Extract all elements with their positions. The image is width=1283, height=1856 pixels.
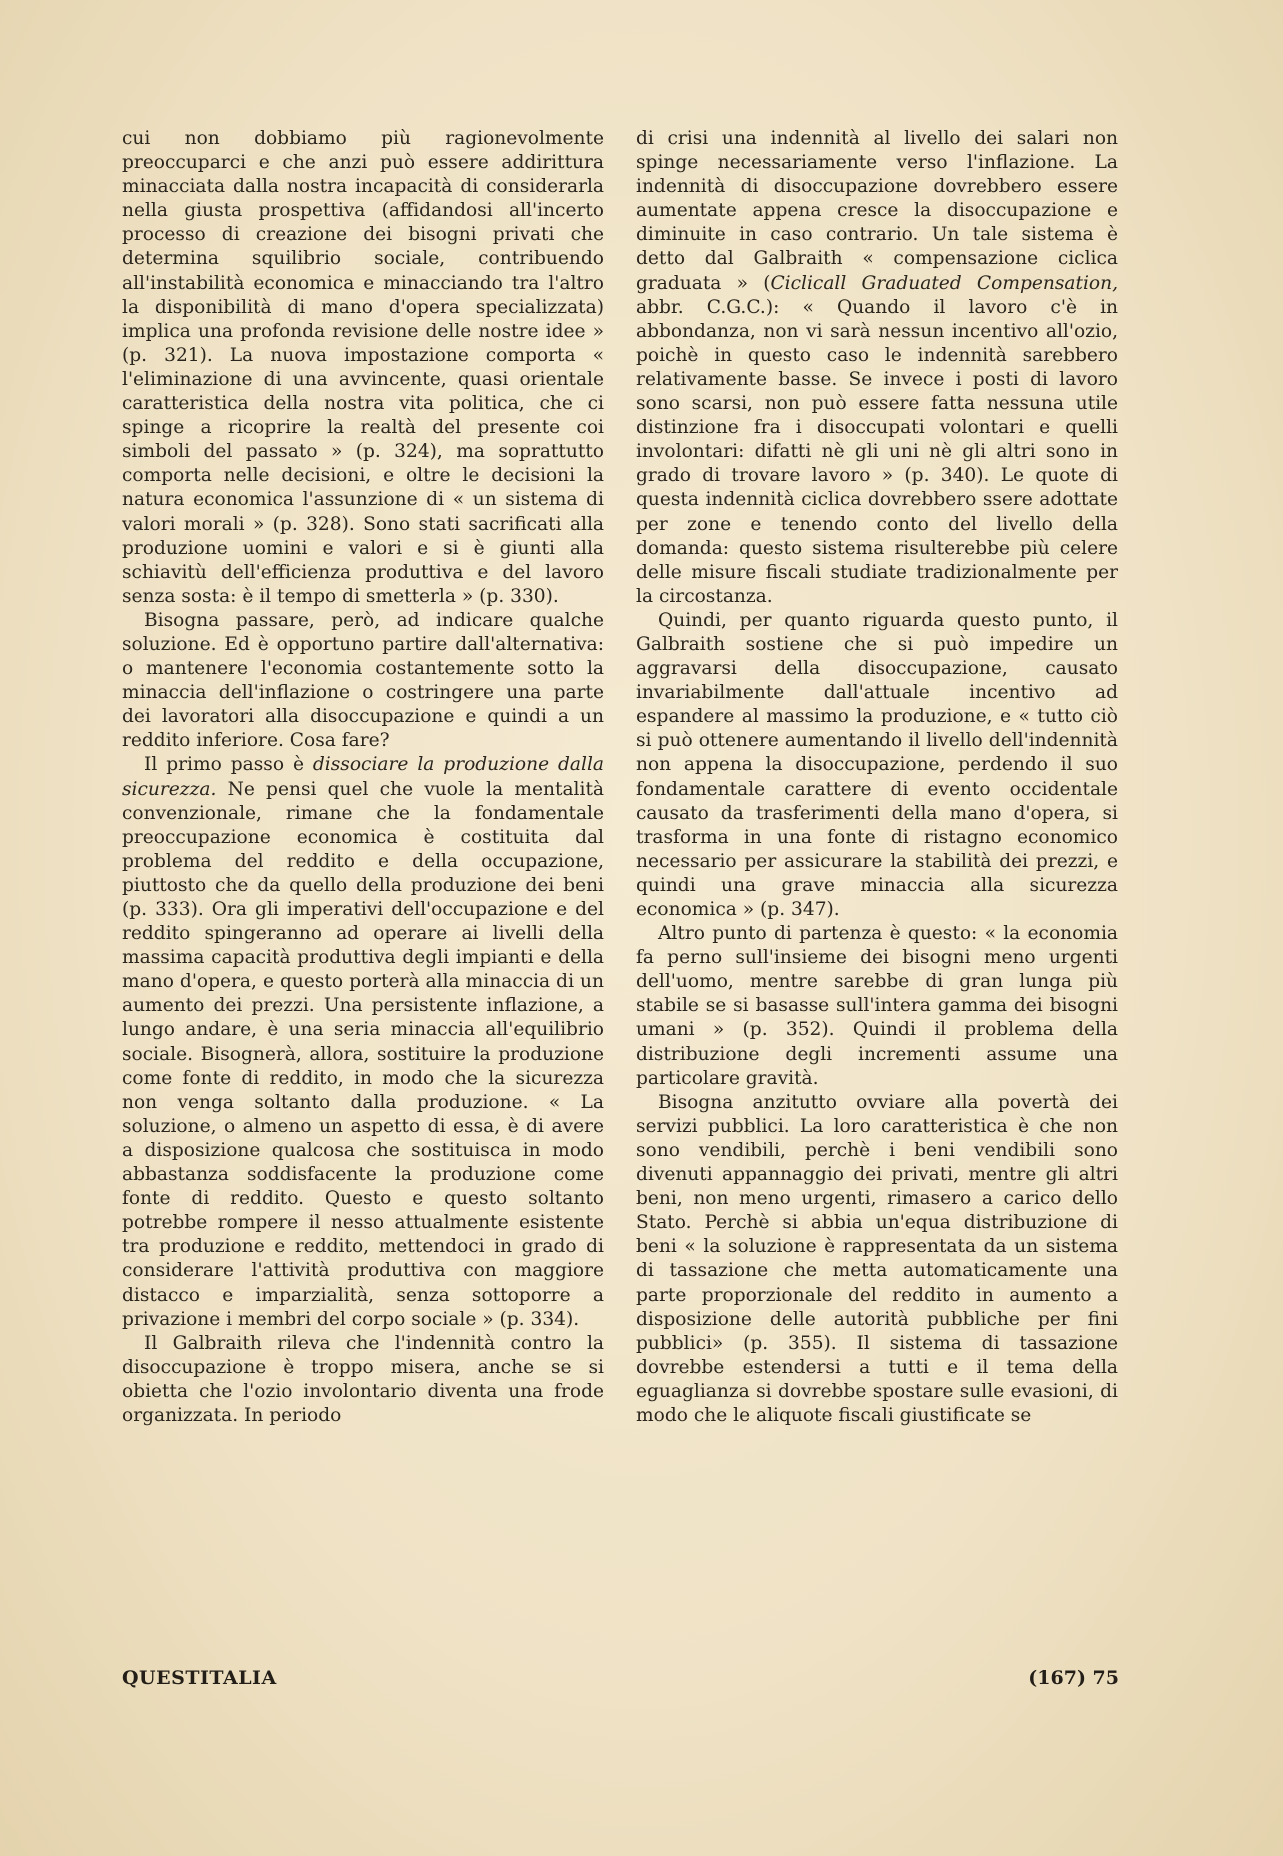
paragraph: Bisogna passare, però, ad indicare qualche soluzione. Ed è opportuno partire dall'alternativa: o mantenere l'economia costantemente sotto la minaccia dell'inflazione o costringere una parte dei lavoratori alla disoccupazione e quindi a un reddito inferiore. Cosa fare? — [122, 609, 604, 752]
left-column — [122, 127, 604, 1428]
paragraph: cui non dobbiamo più ragionevolmente preoccuparci e che anzi può essere addirittura minacciata dalla nostra incapacità di considerarla nella giusta prospettiva (affidandosi all'incerto processo di creazione dei bisogni privati che determina squilibrio sociale, contribuendo all'instabilità economica e minacciando tra l'altro la disponibilità di mano d'opera specializzata) implica una profonda revisione delle nostre idee » (p. 321). La nuova impostazione comporta « l'eliminazione di una avvincente, quasi orientale caratteristica della nostra vita politica, che ci spinge a ricoprire la realtà del presente coi simboli del passato » (p. 324), ma soprattutto comporta nelle decisioni, e oltre le decisioni la natura economica l'assunzione di « un sistema di valori morali » (p. 328). Sono stati sacrificati alla produzione uomini e valori e si è giunti alla schiavitù dell'efficienza produttiva e del lavoro senza sosta: è il tempo di smetterla » (p. 330). — [122, 128, 604, 607]
paragraph: Altro punto di partenza è questo: « la economia fa perno sull'insieme dei bisogni meno urgenti dell'uomo, mentre sarebbe di gran lunga più stabile se si basasse sull'intera gamma dei bisogni umani » (p. 352). Quindi il problema della distribuzione degli incrementi assume una particolare gravità. — [636, 923, 1118, 1089]
paragraph-text: di crisi una indennità al livello dei salari non spinge necessariamente verso l'inflazione. La indennità di disoccupazione dovrebbero essere aumentate appena cresce la disoccupazione e diminuite in caso contrario. Un tale sistema è detto dal Galbraith « compensazione ciclica graduata » ( — [636, 128, 1118, 294]
paragraph-text: abbr. C.G.C.): « Quando il lavoro c'è in abbondanza, non vi sarà nessun incentivo all'ozio, poichè in questo caso le indennità sarebbero relativamente basse. Se invece i posti di lavoro sono scarsi, non può essere fatta nessuna utile distinzione fra i disoccupati volontari e quelli involontari: difatti nè gli uni nè gli altri sono in grado di trovare lavoro » (p. 340). Le quote di questa indennità ciclica dovrebbero ssere adottate per zone e tenendo conto del livello della domanda: questo sistema risulterebbe più celere delle misure fiscali studiate tradizionalmente per la circostanza. — [636, 296, 1118, 607]
italic-phrase: Ciclicall Graduated Compensation, — [770, 272, 1118, 294]
journal-name: QUESTITALIA — [122, 1667, 277, 1689]
paragraph: Il Galbraith rileva che l'indennità contro la disoccupazione è troppo misera, anche se si obietta che l'ozio involontario diventa una frode organizzata. In periodo — [122, 1332, 604, 1426]
paragraph-text: Il primo passo è — [144, 754, 313, 776]
italic-phrase: dissociare la produzione dalla sicurezza. — [122, 754, 604, 800]
paragraph — [636, 127, 1118, 609]
page-number: (167) 75 — [1028, 1667, 1119, 1689]
paragraph: Bisogna anzitutto ovviare alla povertà dei servizi pubblici. La loro caratteristica è che non sono vendibili, perchè i beni vendibili sono divenuti appannaggio dei privati, mentre gli altri beni, non meno urgenti, rimasero a carico dello Stato. Perchè si abbia un'equa distribuzione di beni « la soluzione è rappresentata da un sistema di tassazione che metta automaticamente una parte proporzionale del reddito in aumento a disposizione delle autorità pubbliche per fini pubblici» (p. 355). Il sistema di tassazione dovrebbe estendersi a tutti e il tema della eguaglianza si dovrebbe spostare sulle evasioni, di modo che le aliquote fiscali giustificate se — [636, 1091, 1118, 1426]
right-column — [636, 127, 1118, 1428]
paragraph: Quindi, per quanto riguarda questo punto, il Galbraith sostiene che si può impedire un aggravarsi della disoccupazione, causato invariabilmente dall'attuale incentivo ad espandere al massimo la produzione, e « tutto ciò si può ottenere aumentando il livello dell'indennità non appena la disoccupazione, perdendo il suo fondamentale carattere di evento occidentale causato da trasferimenti della mano d'opera, si trasforma in una fonte di ristagno economico necessario per assicurare la stabilità dei prezzi, e quindi una grave minaccia alla sicurezza economica » (p. 347). — [636, 609, 1118, 920]
paragraph — [122, 753, 604, 1331]
paragraph-text: Ne pensi quel che vuole la mentalità convenzionale, rimane che la fondamentale preoccupazione economica è costituita dal problema del reddito e della occupazione, piuttosto che da quello della produzione dei beni (p. 333). Ora gli imperativi dell'occupazione e del reddito spingeranno ad operare ai livelli della massima capacità produttiva degli impianti e della mano d'opera, e questo porterà alla minaccia di un aumento dei prezzi. Una persistente inflazione, a lungo andare, è una seria minaccia all'equilibrio sociale. Bisognerà, allora, sostituire la produzione come fonte di reddito, in modo che la sicurezza non venga soltanto dalla produzione. « La soluzione, o almeno un aspetto di essa, è di avere a disposizione qualcosa che sostituisca in modo abbastanza soddisfacente la produzione come fonte di reddito. Questo e questo soltanto potrebbe rompere il nesso attualmente esistente tra produzione e reddito, mettendoci in grado di considerare l'attività produttiva con maggiore distacco e imparzialità, senza sottoporre a privazione i membri del corpo sociale » (p. 334). — [122, 778, 604, 1330]
